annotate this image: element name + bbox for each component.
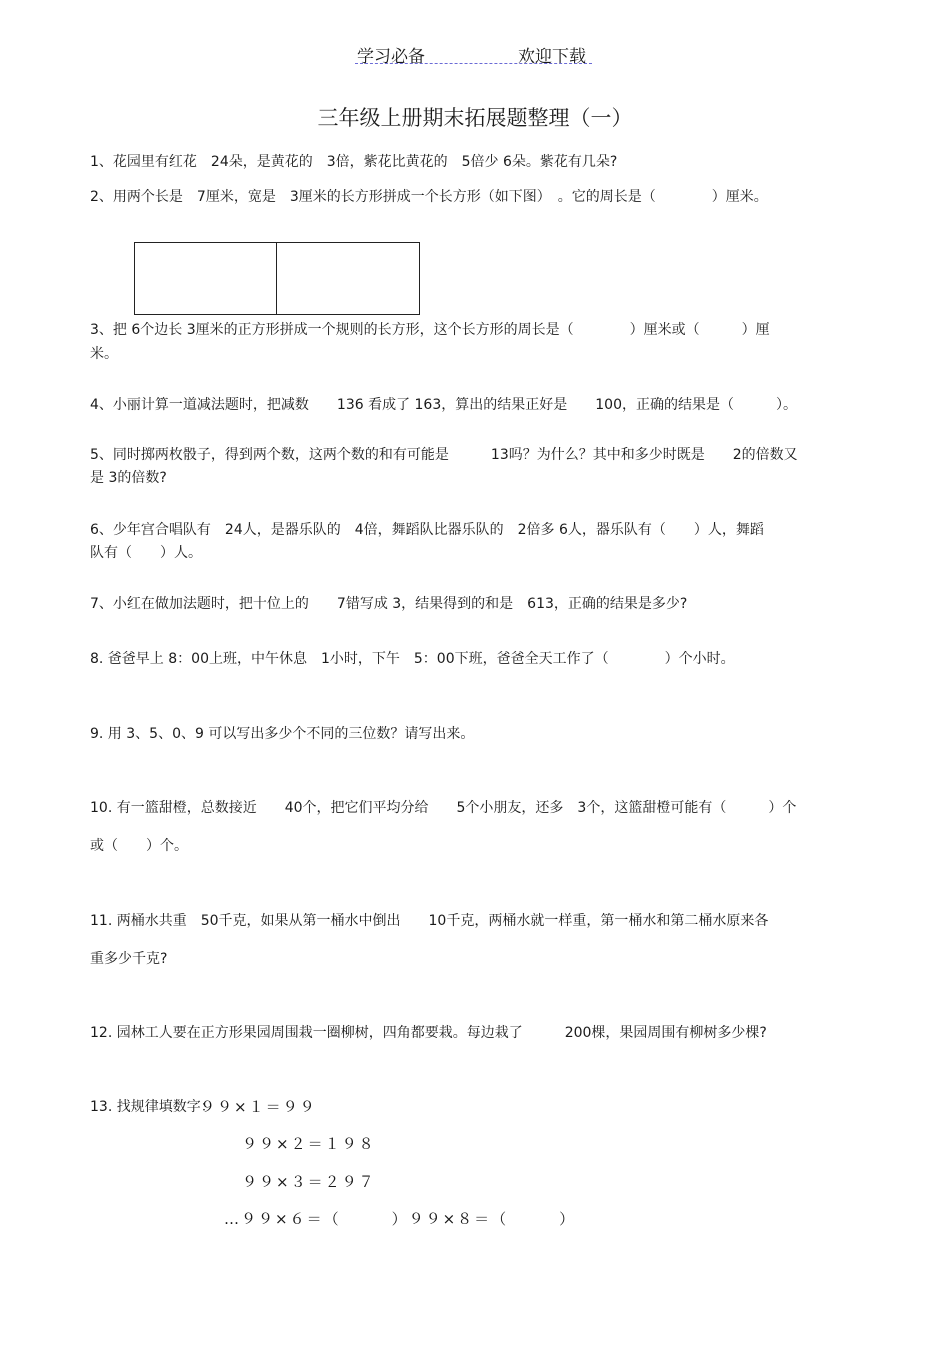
header-right: 欢迎下载	[518, 47, 586, 67]
header-dashed-rule	[355, 63, 592, 64]
rectangle-divider	[276, 243, 277, 314]
question-3-line-2: 米。	[90, 346, 118, 362]
header-left: 学习必备	[357, 47, 425, 67]
question-13-equation-1: ９９×１＝９９	[200, 1098, 317, 1116]
question-9: 9. 用 3、5、0、9 可以写出多少个不同的三位数？请写出来。	[90, 726, 475, 742]
question-4: 4、小丽计算一道减法题时，把减数 136 看成了 163，算出的结果正好是 100，正确的结果是（ ）。	[90, 397, 797, 413]
question-13-equation-4: …９９×６＝（ ）９９×８＝（ ）	[224, 1210, 577, 1228]
question-13-equation-3: ９９×３＝２９７	[242, 1173, 376, 1191]
question-13-equation-2: ９９×２＝１９８	[242, 1135, 376, 1153]
question-11-line-2: 重多少千克?	[90, 951, 168, 967]
page-title: 三年级上册期末拓展题整理（一）	[317, 106, 633, 130]
question-5-line-1: 5、同时掷两枚骰子，得到两个数，这两个数的和有可能是 13吗？为什么？其中和多少时既是 2的倍数又	[90, 447, 798, 463]
question-5-line-2: 是 3的倍数?	[90, 470, 167, 486]
question-6-line-1: 6、少年宫合唱队有 24人，是器乐队的 4倍，舞蹈队比器乐队的 2倍多 6人，器乐队有（ ）人，舞蹈	[90, 522, 764, 538]
question-3-line-1: 3、把 6个边长 3厘米的正方形拼成一个规则的长方形，这个长方形的周长是（ ）厘米或（ ）厘	[90, 322, 770, 338]
question-13-intro: 13. 找规律填数字：	[90, 1099, 215, 1115]
question-11-line-1: 11. 两桶水共重 50千克，如果从第一桶水中倒出 10千克，两桶水就一样重，第一桶水和第二桶水原来各	[90, 913, 769, 929]
question-2: 2、用两个长是 7厘米，宽是 3厘米的长方形拼成一个长方形（如下图） 。它的周长是（ ）厘米。	[90, 189, 768, 205]
question-8: 8. 爸爸早上 8：00上班，中午休息 1小时，下午 5：00下班，爸爸全天工作了（ ）个小时。	[90, 651, 735, 667]
question-7: 7、小红在做加法题时，把十位上的 7错写成 3，结果得到的和是 613，正确的结果是多少?	[90, 596, 688, 612]
question-10-line-1: 10. 有一篮甜橙，总数接近 40个，把它们平均分给 5个小朋友，还多 3个，这篮甜橙可能有（ ）个	[90, 800, 797, 816]
question-1: 1、花园里有红花 24朵，是黄花的 3倍，紫花比黄花的 5倍少 6朵。紫花有几朵?	[90, 154, 618, 170]
question-10-line-2: 或（ ）个。	[90, 838, 188, 854]
question-6-line-2: 队有（ ）人。	[90, 545, 202, 561]
rectangle-diagram	[134, 242, 420, 315]
question-12: 12. 园林工人要在正方形果园周围栽一圈柳树，四角都要栽。每边栽了 200棵，果园周围有柳树多少棵?	[90, 1025, 767, 1041]
